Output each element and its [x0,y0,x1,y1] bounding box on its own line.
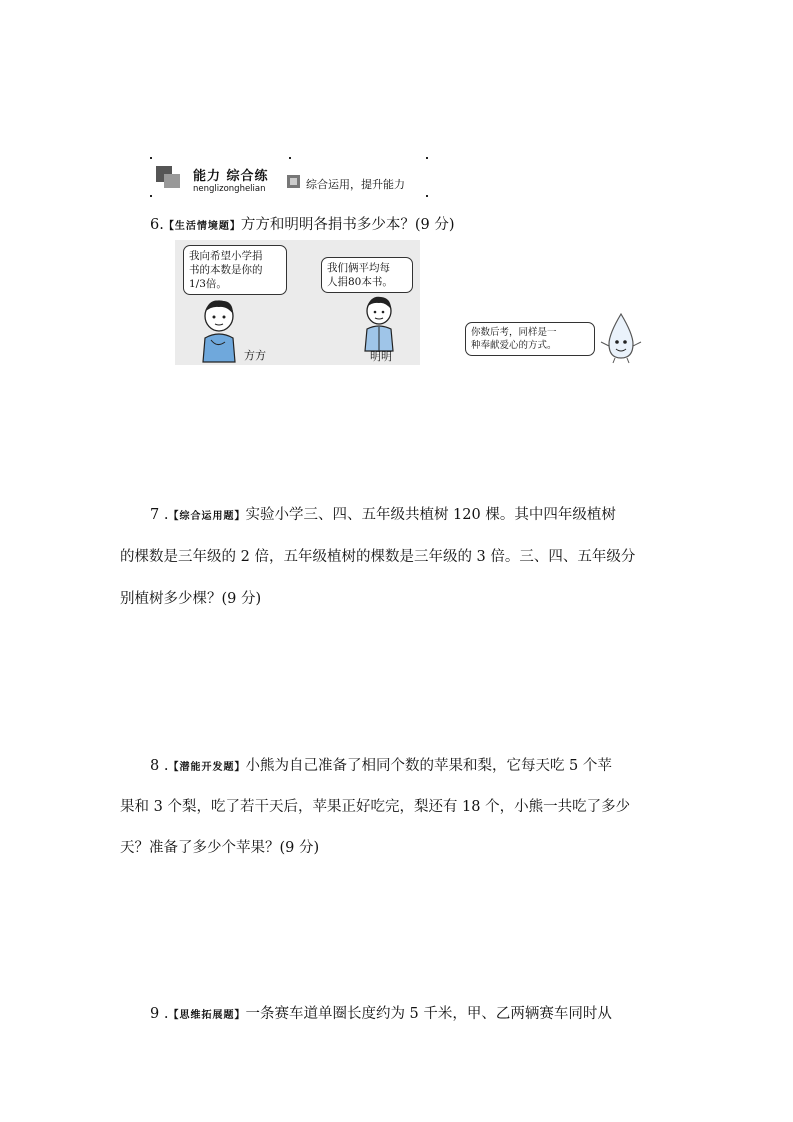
question-7-line-3: 别植树多少棵？(9 分) [120,591,262,607]
boy-fangfang-icon [195,296,250,364]
question-7-line-1: 7 .【综合运用题】实验小学三、四、五年级共植树 120 棵。其中四年级植树 [150,507,616,523]
label-fangfang: 方方 [244,349,266,362]
banner-pinyin: nenglizonghelian [193,184,266,194]
question-8-line-3: 天？准备了多少个苹果？(9 分) [120,840,320,856]
question-type-label: 【生活情境题】 [163,221,241,232]
question-type-label: 【思维拓展题】 [168,1010,246,1021]
label-mingming: 明明 [370,350,392,363]
speech-bubble-mingming: 我们俩平均每 人捐80本书。 [321,257,413,293]
question-type-label: 【潜能开发题】 [168,762,246,773]
banner-tagline: 综合运用，提升能力 [306,178,405,191]
question-8-line-1: 8 .【潜能开发题】小熊为自己准备了相同个数的苹果和梨，它每天吃 5 个苹 [150,758,612,774]
water-drop-mascot-icon [597,312,643,364]
question-text: 方方和明明各捐书多少本？(9 分) [240,217,455,233]
speech-bubble-hint: 你数后考，同样是一 种奉献爱心的方式。 [465,322,595,356]
question-number: 8 . [150,758,169,774]
question-8-line-2: 果和 3 个梨，吃了若干天后，苹果正好吃完，梨还有 18 个，小熊一共吃了多少 [120,799,631,815]
banner-separator-icon [287,175,300,188]
question-number: 7 . [150,507,169,523]
question-9-line-1: 9 .【思维拓展题】一条赛车道单圈长度约为 5 千米，甲、乙两辆赛车同时从 [150,1006,612,1022]
banner-title: 能力 综合练 [193,169,269,184]
question-type-label: 【综合运用题】 [168,511,246,522]
question-7-line-2: 的棵数是三年级的 2 倍，五年级植树的棵数是三年级的 3 倍。三、四、五年级分 [120,549,636,565]
section-banner [150,157,428,197]
speech-bubble-fangfang: 我向希望小学捐 书的本数是你的 1/3倍。 [183,245,287,295]
question-number: 9 . [150,1006,169,1022]
question-number: 6. [150,217,164,233]
question-6 [150,213,455,234]
